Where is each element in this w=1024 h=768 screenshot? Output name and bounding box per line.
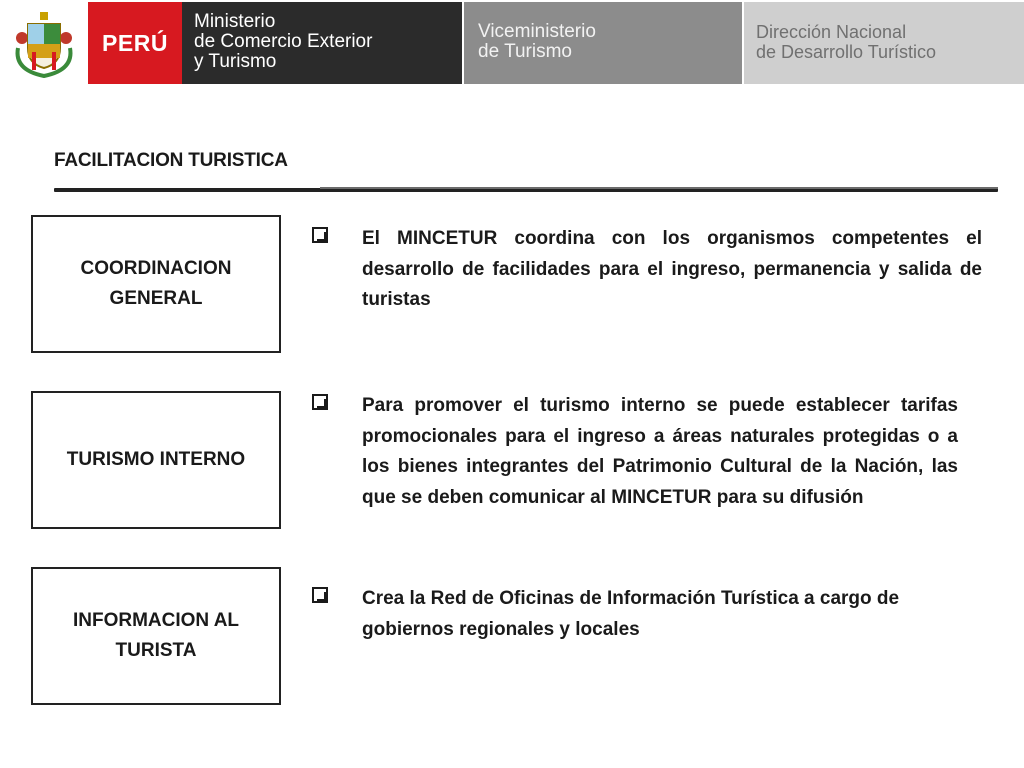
ministry-line-2: de Comercio Exterior [194, 31, 373, 52]
coat-of-arms-icon [10, 8, 78, 80]
box-turismo-interno [31, 391, 281, 529]
bullet-item [312, 391, 958, 513]
bullet-item [312, 584, 962, 645]
peru-brand-block [88, 2, 182, 84]
vice-line-1: Viceministerio [478, 21, 596, 42]
header-banner [0, 0, 1024, 88]
box-informacion-turista [31, 567, 281, 705]
ministry-line-3: y Turismo [194, 51, 277, 72]
slide-title: FACILITACION TURISTICA [54, 150, 288, 171]
box-coordinacion-general [31, 215, 281, 353]
bullet-text: El MINCETUR coordina con los organismos competentes el desarrollo de facilidades para el ingreso, permanencia y salida de turistas [362, 228, 982, 310]
title-underline-highlight [320, 187, 998, 189]
box-label: INFORMACION AL TURISTA [72, 610, 240, 661]
ministry-line-1: Ministerio [194, 11, 276, 32]
bullet-item [312, 224, 982, 316]
bullet-text: Crea la Red de Oficinas de Información Turística a cargo de gobiernos regionales y locales [362, 588, 900, 640]
vice-line-2: de Turismo [478, 41, 572, 62]
direction-line-1: Dirección Nacional [756, 22, 907, 42]
box-label: COORDINACION GENERAL [80, 258, 232, 309]
checkbox-icon [312, 587, 328, 603]
checkbox-icon [312, 227, 328, 243]
direction-block [744, 2, 1024, 84]
viceministry-block [464, 2, 742, 84]
ministry-block [182, 2, 462, 84]
checkbox-icon [312, 394, 328, 410]
bullet-text: Para promover el turismo interno se puede establecer tarifas promocionales para el ingreso a áreas naturales protegidas o a los bienes integrantes del Patrimonio Cultural de la Nación, las que se deben comunicar al MINCETUR para su difusión [362, 395, 958, 508]
box-label: TURISMO INTERNO [66, 449, 246, 470]
peru-label: PERÚ [102, 29, 168, 56]
direction-line-2: de Desarrollo Turístico [756, 42, 937, 62]
